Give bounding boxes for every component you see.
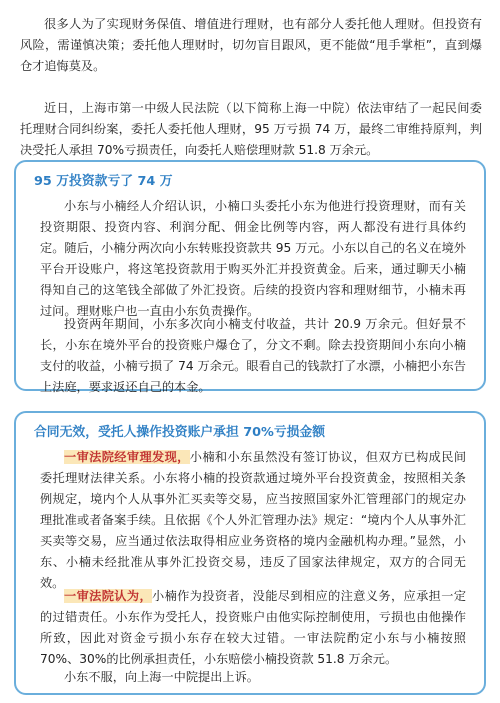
section2-paragraph-1	[40, 447, 466, 594]
section2-p1-body: 小楠和小东虽然没有签订协议，但双方已构成民间委托理财法律关系。小东将小楠的投资款通过境外平台投资黄金，按照相关条例规定，境内个人从事外汇买卖等交易，应当按照国家外汇管理部门的规定办理批准或者备案手续。且依据《个人外汇管理办法》规定：“境内个人从事外汇买卖等交易，应当通过依法取得相应业务资格的境内金融机构办理。”显然，小东、小楠未经批准从事外汇投资交易，违反了国家法律规定，双方的合同无效。	[40, 450, 467, 590]
section1-paragraph-1: 小东与小楠经人介绍认识，小楠口头委托小东为他进行投资理财，而有关投资期限、投资内容、利润分配、佣金比例等内容，两人都没有进行具体约定。随后，小楠分两次向小东转账投资款共 95 万元。小东以自己的名义在境外平台开设账户，将这笔投资款用于购买外汇并投资黄金。后来，通过聊天小楠得知自己的这笔钱全部做了外汇投资。后续的投资内容和理财细节，小楠未再过问。理财账户也一直由小东负责操作。	[40, 199, 466, 318]
section2-p2-body: 小楠作为投资者，没能尽到相应的注意义务，应承担一定的过错责任。小东作为受托人，投资账户由他实际控制使用，亏损也由他操作所致，因此对资金亏损小东存在较大过错。一审法院酌定小东与小楠按照 70%、30%的比例承担责任，小东赔偿小楠投资款 51.8 万余元。	[40, 589, 467, 666]
section2-p2-lead: 一审法院认为，	[64, 589, 153, 603]
section2-paragraph-2	[40, 586, 466, 670]
section-box-2	[14, 411, 486, 695]
section2-paragraph-3: 小东不服，向上海一中院提出上诉。	[64, 670, 259, 684]
section2-p1-lead: 一审法院经审理发现，	[64, 450, 190, 464]
section1-paragraph-2: 投资两年期间，小东多次向小楠支付收益，共计 20.9 万余元。但好景不长，小东在境外平台的投资账户爆仓了，分文不剩。除去投资期间小东向小楠支付的收益，小楠亏损了 74 万余元。眼看自己的钱款打了水漂，小楠把小东告上法庭，要求返还自己的本金。	[40, 317, 466, 394]
section-box-1	[14, 160, 486, 394]
intro-paragraph-2: 近日，上海市第一中级人民法院（以下简称上海一中院）依法审结了一起民间委托理财合同纠纷案，委托人委托他人理财，95 万亏损 74 万，最终二审维持原判，判决受托人承担 70%亏损责任，向委托人赔偿理财款 51.8 万余元。	[20, 101, 482, 157]
section-title-1: 95 万投资款亏了 74 万	[34, 174, 173, 189]
intro-paragraph-1: 很多人为了实现财务保值、增值进行理财，也有部分人委托他人理财。但投资有风险，需谨慎决策；委托他人理财时，切勿盲目跟风，更不能做“甩手掌柜”，直到爆仓才追悔莫及。	[20, 17, 482, 73]
section-title-2: 合同无效，受托人操作投资账户承担 70%亏损金额	[34, 425, 326, 440]
